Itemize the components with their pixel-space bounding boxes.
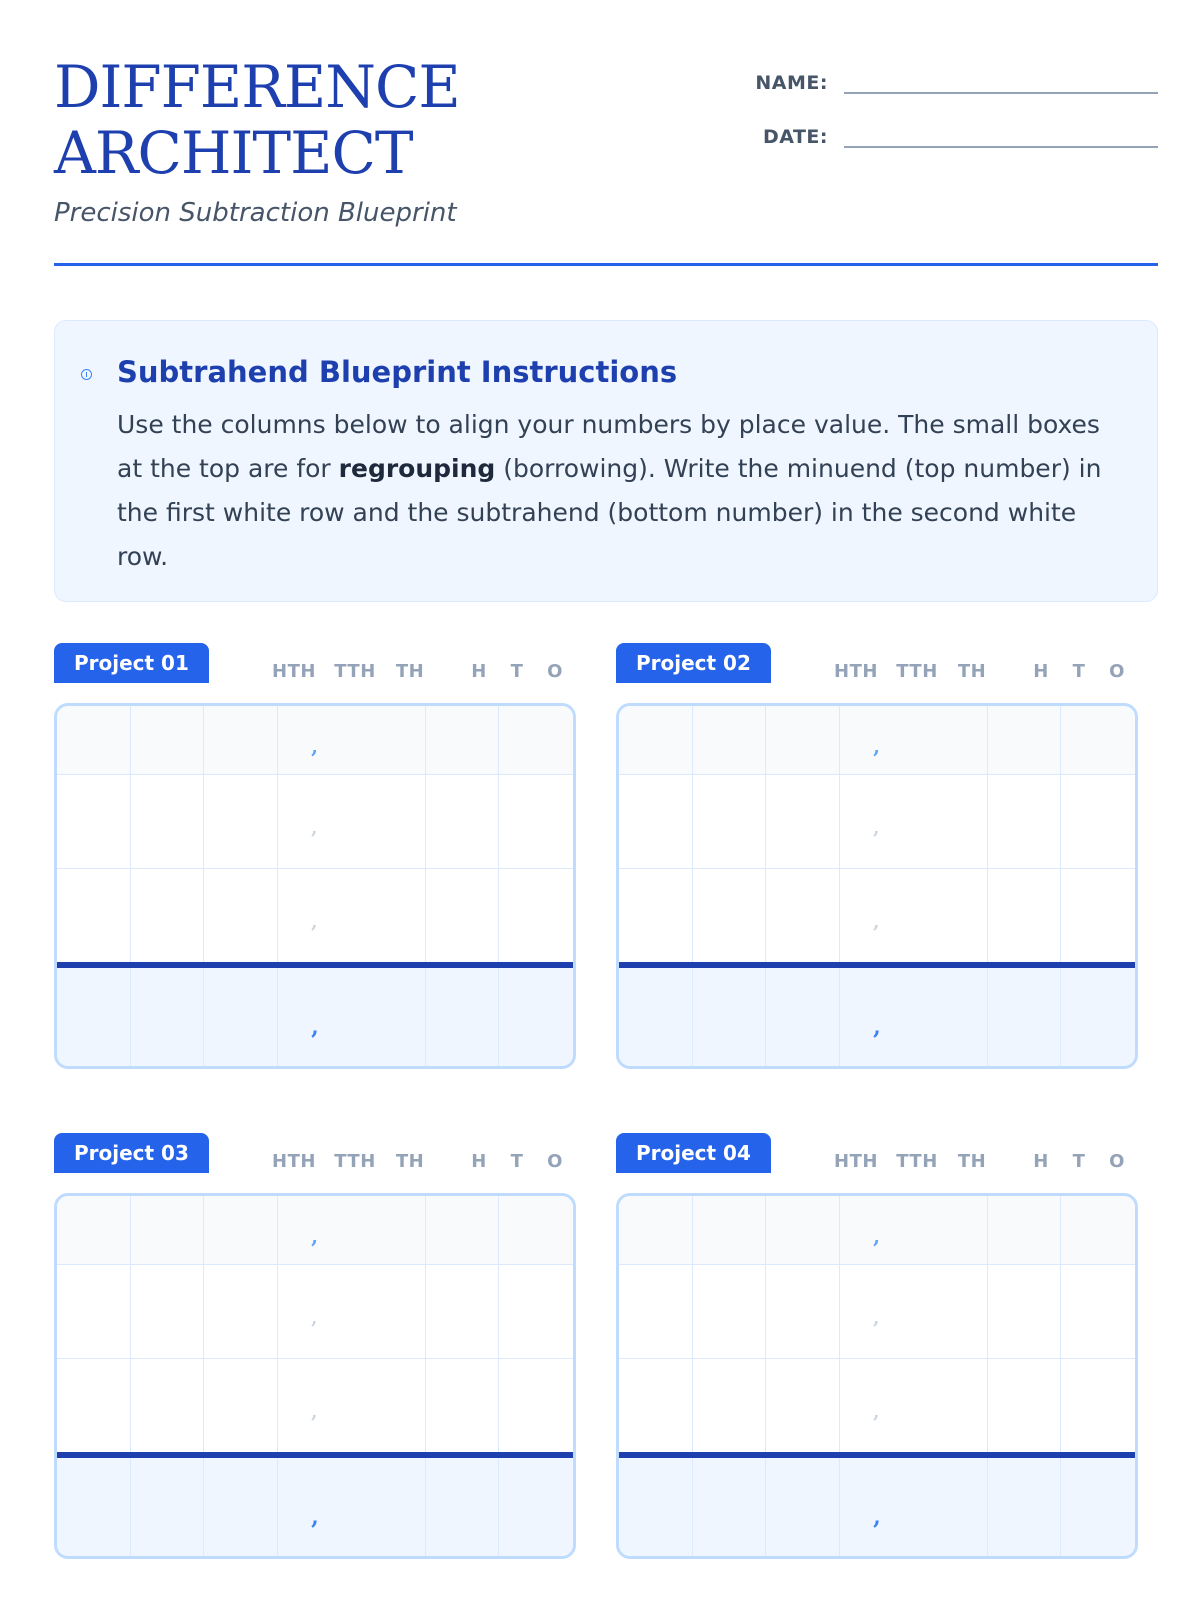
digit-cell[interactable] bbox=[204, 868, 278, 962]
digit-cell[interactable] bbox=[426, 1264, 500, 1358]
column-label: HTH bbox=[834, 661, 878, 682]
thousands-separator: , bbox=[311, 1224, 319, 1248]
date-input-line[interactable] bbox=[844, 116, 1158, 148]
digit-cell[interactable] bbox=[131, 868, 205, 962]
worksheet-header bbox=[54, 54, 1158, 268]
title-line-2: ARCHITECT bbox=[54, 119, 413, 187]
digit-cell[interactable] bbox=[1061, 706, 1135, 774]
digit-cell[interactable] bbox=[426, 1196, 500, 1264]
subtraction-grid bbox=[616, 1193, 1138, 1559]
thousands-separator: , bbox=[311, 734, 319, 758]
digit-cell[interactable] bbox=[840, 706, 987, 774]
digit-cell[interactable] bbox=[840, 1358, 987, 1452]
digit-cell[interactable] bbox=[766, 1458, 840, 1559]
thousands-separator: , bbox=[873, 912, 880, 933]
digit-cell[interactable] bbox=[1061, 1358, 1135, 1452]
instructions-bold-word: regrouping bbox=[338, 454, 496, 483]
place-value-labels bbox=[616, 661, 1138, 683]
project-card bbox=[54, 1133, 576, 1530]
digit-cell[interactable] bbox=[131, 1264, 205, 1358]
digit-cell[interactable] bbox=[131, 1458, 205, 1559]
digit-cell[interactable] bbox=[426, 706, 500, 774]
column-label: HTH bbox=[834, 1151, 878, 1172]
digit-cell[interactable] bbox=[840, 868, 987, 962]
digit-cell[interactable] bbox=[131, 774, 205, 868]
digit-cell[interactable] bbox=[988, 1264, 1062, 1358]
column-label: O bbox=[547, 661, 563, 682]
digit-cell[interactable] bbox=[766, 868, 840, 962]
digit-cell[interactable] bbox=[426, 1458, 500, 1559]
subtraction-grid bbox=[54, 703, 576, 1069]
info-icon bbox=[81, 369, 92, 380]
digit-cell[interactable] bbox=[204, 774, 278, 868]
header-divider bbox=[54, 263, 1158, 266]
digit-cell[interactable] bbox=[278, 706, 425, 774]
project-card bbox=[616, 643, 1138, 1040]
minuend-row bbox=[57, 774, 573, 869]
digit-cell[interactable] bbox=[766, 1196, 840, 1264]
column-label: TTH bbox=[896, 1151, 938, 1172]
column-label: T bbox=[1072, 1151, 1086, 1172]
column-label: O bbox=[1109, 661, 1125, 682]
date-label: DATE: bbox=[762, 126, 828, 148]
digit-cell[interactable] bbox=[619, 1264, 693, 1358]
digit-cell[interactable] bbox=[619, 1458, 693, 1559]
digit-cell[interactable] bbox=[988, 774, 1062, 868]
project-tab: Project 03 bbox=[54, 1133, 209, 1173]
digit-cell[interactable] bbox=[693, 1358, 767, 1452]
digit-cell[interactable] bbox=[499, 968, 573, 1069]
digit-cell[interactable] bbox=[693, 1264, 767, 1358]
column-label: O bbox=[547, 1151, 563, 1172]
digit-cell[interactable] bbox=[499, 774, 573, 868]
name-label: NAME: bbox=[755, 72, 828, 94]
digit-cell[interactable] bbox=[619, 706, 693, 774]
difference-row bbox=[619, 968, 1135, 1069]
subtrahend-row bbox=[57, 868, 573, 962]
digit-cell[interactable] bbox=[57, 1458, 131, 1559]
digit-cell[interactable] bbox=[693, 706, 767, 774]
digit-cell[interactable] bbox=[1061, 868, 1135, 962]
column-label: TH bbox=[957, 1151, 987, 1172]
digit-cell[interactable] bbox=[840, 1196, 987, 1264]
digit-cell[interactable] bbox=[1061, 1458, 1135, 1559]
digit-cell[interactable] bbox=[278, 968, 425, 1069]
digit-cell[interactable] bbox=[619, 968, 693, 1069]
project-tab: Project 02 bbox=[616, 643, 771, 683]
project-header bbox=[616, 643, 1138, 695]
digit-cell[interactable] bbox=[766, 968, 840, 1069]
column-label: TTH bbox=[334, 1151, 376, 1172]
digit-cell[interactable] bbox=[988, 1358, 1062, 1452]
title-line-1: DIFFERENCE bbox=[54, 53, 460, 121]
digit-cell[interactable] bbox=[988, 868, 1062, 962]
digit-cell[interactable] bbox=[619, 868, 693, 962]
digit-cell[interactable] bbox=[57, 706, 131, 774]
digit-cell[interactable] bbox=[278, 774, 425, 868]
subtrahend-row bbox=[619, 1358, 1135, 1452]
column-label: T bbox=[510, 661, 524, 682]
instructions-text bbox=[117, 403, 1117, 579]
digit-cell[interactable] bbox=[988, 968, 1062, 1069]
place-value-labels bbox=[54, 1151, 576, 1173]
digit-cell[interactable] bbox=[693, 868, 767, 962]
difference-row bbox=[57, 968, 573, 1069]
digit-cell[interactable] bbox=[499, 706, 573, 774]
thousands-separator: , bbox=[873, 818, 880, 839]
digit-cell[interactable] bbox=[426, 968, 500, 1069]
column-label: T bbox=[1072, 661, 1086, 682]
thousands-separator: , bbox=[873, 1402, 880, 1423]
name-field bbox=[738, 60, 1158, 94]
column-label: T bbox=[510, 1151, 524, 1172]
column-label: H bbox=[1033, 1151, 1049, 1172]
digit-cell[interactable] bbox=[204, 968, 278, 1069]
digit-cell[interactable] bbox=[766, 1358, 840, 1452]
digit-cell[interactable] bbox=[766, 706, 840, 774]
column-label: TH bbox=[395, 1151, 425, 1172]
student-fields bbox=[738, 60, 1158, 168]
digit-cell[interactable] bbox=[1061, 968, 1135, 1069]
thousands-separator: , bbox=[311, 1402, 318, 1423]
digit-cell[interactable] bbox=[204, 1458, 278, 1559]
digit-cell[interactable] bbox=[57, 1196, 131, 1264]
thousands-separator: , bbox=[873, 1308, 880, 1329]
date-field bbox=[738, 114, 1158, 148]
regroup-row bbox=[57, 1196, 573, 1265]
name-input-line[interactable] bbox=[844, 62, 1158, 94]
instructions-panel bbox=[54, 320, 1158, 602]
digit-cell[interactable] bbox=[693, 968, 767, 1069]
digit-cell[interactable] bbox=[499, 1358, 573, 1452]
minuend-row bbox=[619, 1264, 1135, 1359]
digit-cell[interactable] bbox=[204, 1196, 278, 1264]
worksheet-subtitle: Precision Subtraction Blueprint bbox=[54, 198, 457, 228]
digit-cell[interactable] bbox=[499, 1196, 573, 1264]
subtraction-grid bbox=[616, 703, 1138, 1069]
thousands-separator: , bbox=[873, 734, 881, 758]
digit-cell[interactable] bbox=[131, 1196, 205, 1264]
thousands-separator: , bbox=[873, 1504, 881, 1530]
digit-cell[interactable] bbox=[619, 774, 693, 868]
subtraction-grid bbox=[54, 1193, 576, 1559]
digit-cell[interactable] bbox=[766, 1264, 840, 1358]
project-card bbox=[616, 1133, 1138, 1530]
digit-cell[interactable] bbox=[278, 1196, 425, 1264]
column-label: TH bbox=[395, 661, 425, 682]
digit-cell[interactable] bbox=[278, 1264, 425, 1358]
digit-cell[interactable] bbox=[1061, 774, 1135, 868]
project-tab: Project 01 bbox=[54, 643, 209, 683]
digit-cell[interactable] bbox=[1061, 1264, 1135, 1358]
digit-cell[interactable] bbox=[204, 1264, 278, 1358]
subtrahend-row bbox=[619, 868, 1135, 962]
thousands-separator: , bbox=[311, 1308, 318, 1329]
digit-cell[interactable] bbox=[1061, 1196, 1135, 1264]
digit-cell[interactable] bbox=[278, 868, 425, 962]
project-header bbox=[54, 643, 576, 695]
digit-cell[interactable] bbox=[693, 774, 767, 868]
project-header bbox=[616, 1133, 1138, 1185]
difference-row bbox=[57, 1458, 573, 1559]
digit-cell[interactable] bbox=[426, 868, 500, 962]
minuend-row bbox=[619, 774, 1135, 869]
minuend-row bbox=[57, 1264, 573, 1359]
instructions-title: Subtrahend Blueprint Instructions bbox=[117, 355, 678, 389]
digit-cell[interactable] bbox=[840, 1458, 987, 1559]
digit-cell[interactable] bbox=[278, 1358, 425, 1452]
digit-cell[interactable] bbox=[766, 774, 840, 868]
digit-cell[interactable] bbox=[57, 1358, 131, 1452]
subtrahend-row bbox=[57, 1358, 573, 1452]
instructions-text-part-2: (borrowing). Write the minuend (top number) in the first white row and the subtrahend (bottom number) in the second white row. bbox=[117, 454, 1102, 571]
digit-cell[interactable] bbox=[57, 774, 131, 868]
digit-cell[interactable] bbox=[131, 1358, 205, 1452]
place-value-labels bbox=[54, 661, 576, 683]
thousands-separator: , bbox=[873, 1014, 881, 1040]
digit-cell[interactable] bbox=[499, 1264, 573, 1358]
digit-cell[interactable] bbox=[131, 706, 205, 774]
project-tab: Project 04 bbox=[616, 1133, 771, 1173]
digit-cell[interactable] bbox=[499, 868, 573, 962]
digit-cell[interactable] bbox=[57, 968, 131, 1069]
column-label: TTH bbox=[896, 661, 938, 682]
digit-cell[interactable] bbox=[204, 1358, 278, 1452]
digit-cell[interactable] bbox=[131, 968, 205, 1069]
regroup-row bbox=[619, 1196, 1135, 1265]
digit-cell[interactable] bbox=[619, 1358, 693, 1452]
project-card bbox=[54, 643, 576, 1040]
digit-cell[interactable] bbox=[988, 706, 1062, 774]
digit-cell[interactable] bbox=[840, 774, 987, 868]
digit-cell[interactable] bbox=[693, 1196, 767, 1264]
thousands-separator: , bbox=[311, 1014, 319, 1040]
digit-cell[interactable] bbox=[426, 774, 500, 868]
column-label: H bbox=[471, 1151, 487, 1172]
column-label: H bbox=[471, 661, 487, 682]
place-value-labels bbox=[616, 1151, 1138, 1173]
column-label: TH bbox=[957, 661, 987, 682]
digit-cell[interactable] bbox=[57, 1264, 131, 1358]
digit-cell[interactable] bbox=[693, 1458, 767, 1559]
difference-row bbox=[619, 1458, 1135, 1559]
digit-cell[interactable] bbox=[278, 1458, 425, 1559]
column-label: O bbox=[1109, 1151, 1125, 1172]
thousands-separator: , bbox=[873, 1224, 881, 1248]
column-label: HTH bbox=[272, 661, 316, 682]
digit-cell[interactable] bbox=[499, 1458, 573, 1559]
digit-cell[interactable] bbox=[840, 968, 987, 1069]
column-label: H bbox=[1033, 661, 1049, 682]
digit-cell[interactable] bbox=[619, 1196, 693, 1264]
thousands-separator: , bbox=[311, 1504, 319, 1530]
digit-cell[interactable] bbox=[988, 1196, 1062, 1264]
digit-cell[interactable] bbox=[204, 706, 278, 774]
instructions-text-part-1: Use the columns below to align your numbers by place value. The small boxes at the top are for bbox=[117, 410, 1100, 483]
digit-cell[interactable] bbox=[57, 868, 131, 962]
regroup-row bbox=[57, 706, 573, 775]
regroup-row bbox=[619, 706, 1135, 775]
digit-cell[interactable] bbox=[426, 1358, 500, 1452]
column-label: TTH bbox=[334, 661, 376, 682]
thousands-separator: , bbox=[311, 912, 318, 933]
digit-cell[interactable] bbox=[840, 1264, 987, 1358]
digit-cell[interactable] bbox=[988, 1458, 1062, 1559]
thousands-separator: , bbox=[311, 818, 318, 839]
project-header bbox=[54, 1133, 576, 1185]
column-label: HTH bbox=[272, 1151, 316, 1172]
